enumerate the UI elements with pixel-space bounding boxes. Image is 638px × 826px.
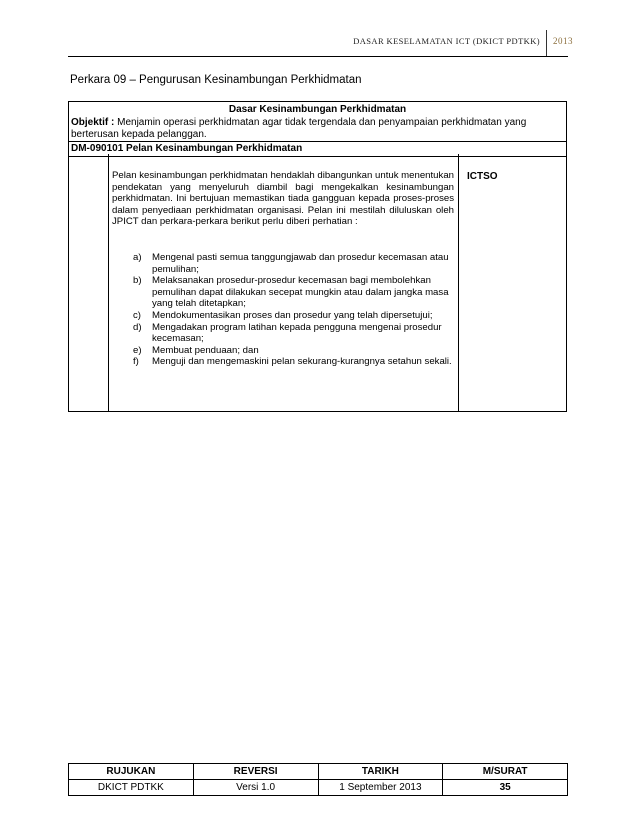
list-item xyxy=(115,275,455,310)
list-marker: b) xyxy=(133,275,142,287)
footer-header-rujukan: RUJUKAN xyxy=(69,764,194,780)
policy-title: Dasar Kesinambungan Perkhidmatan xyxy=(228,104,407,115)
responsible-party: ICTSO xyxy=(467,171,498,182)
column-divider-left xyxy=(108,154,109,411)
section-title: Perkara 09 – Pengurusan Kesinambungan Perkhidmatan xyxy=(70,74,362,86)
list-marker: e) xyxy=(133,344,142,356)
list-marker: d) xyxy=(133,321,142,333)
footer-header-reversi: REVERSI xyxy=(193,764,318,780)
footer-header-tarikh: TARIKH xyxy=(318,764,443,780)
list-item-text: Membuat penduaan; dan xyxy=(152,344,259,356)
objective-label: Objektif : xyxy=(71,117,115,128)
list-marker: a) xyxy=(133,252,142,263)
footer-table xyxy=(68,763,568,796)
list-item xyxy=(115,345,455,357)
list-item-text: Menguji dan mengemaskini pelan sekurang-kurangnya setahun sekali. xyxy=(152,356,452,368)
list-item xyxy=(115,252,455,275)
footer-value-msurat: 35 xyxy=(443,780,568,796)
objective-text: Menjamin operasi perkhidmatan agar tidak tergendala dan penyampaian perkhidmatan yang berterusan kepada pelanggan. xyxy=(71,117,527,140)
list-item xyxy=(115,310,455,322)
policy-paragraph: Pelan kesinambungan perkhidmatan hendaklah dibangunkan untuk menentukan pendekatan yang menyeluruh diambil bagi mengekalkan kesinambungan perkhidmatan. Ini bertujuan memastikan tiada gangguan kepada proses-proses dalam penyediaan perkhidmatan organisasi. Pelan ini mestilah diluluskan oleh JPICT dan perkara-perkara berikut perlu diberi perhatian : xyxy=(112,170,454,228)
footer-header-row xyxy=(69,764,568,780)
header-doc-title: DASAR KESELAMATAN ICT (DKICT PDTKK) xyxy=(353,36,540,46)
list-item-text: Mengenal pasti semua tanggungjawab dan prosedur kecemasan atau pemulihan; xyxy=(152,252,449,275)
list-item xyxy=(115,356,455,368)
footer-value-row xyxy=(69,780,568,796)
footer-value-tarikh: 1 September 2013 xyxy=(318,780,443,796)
header-rule xyxy=(68,56,568,57)
requirements-list xyxy=(115,252,455,368)
footer-header-msurat: M/SURAT xyxy=(443,764,568,780)
footer-value-reversi: Versi 1.0 xyxy=(193,780,318,796)
policy-table xyxy=(68,101,567,412)
list-marker: f) xyxy=(133,356,139,368)
header-separator xyxy=(546,30,547,56)
policy-code: DM-090101 Pelan Kesinambungan Perkhidmatan xyxy=(69,142,566,157)
policy-objective xyxy=(69,117,566,142)
policy-body xyxy=(69,154,566,411)
list-marker: c) xyxy=(133,309,141,321)
header-year: 2013 xyxy=(553,36,573,46)
list-item-text: Mendokumentasikan proses dan prosedur yang telah dipersetujui; xyxy=(152,309,433,321)
list-item-text: Mengadakan program latihan kepada pengguna mengenai prosedur kecemasan; xyxy=(152,321,442,345)
list-item xyxy=(115,322,455,345)
list-item-text: Melaksanakan prosedur-prosedur kecemasan bagi membolehkan pemulihan dapat dilakukan secepat mungkin atau dalam jangka masa yang telah ditetapkan; xyxy=(152,275,449,310)
footer-value-rujukan: DKICT PDTKK xyxy=(69,780,194,796)
column-divider-right xyxy=(458,154,459,411)
